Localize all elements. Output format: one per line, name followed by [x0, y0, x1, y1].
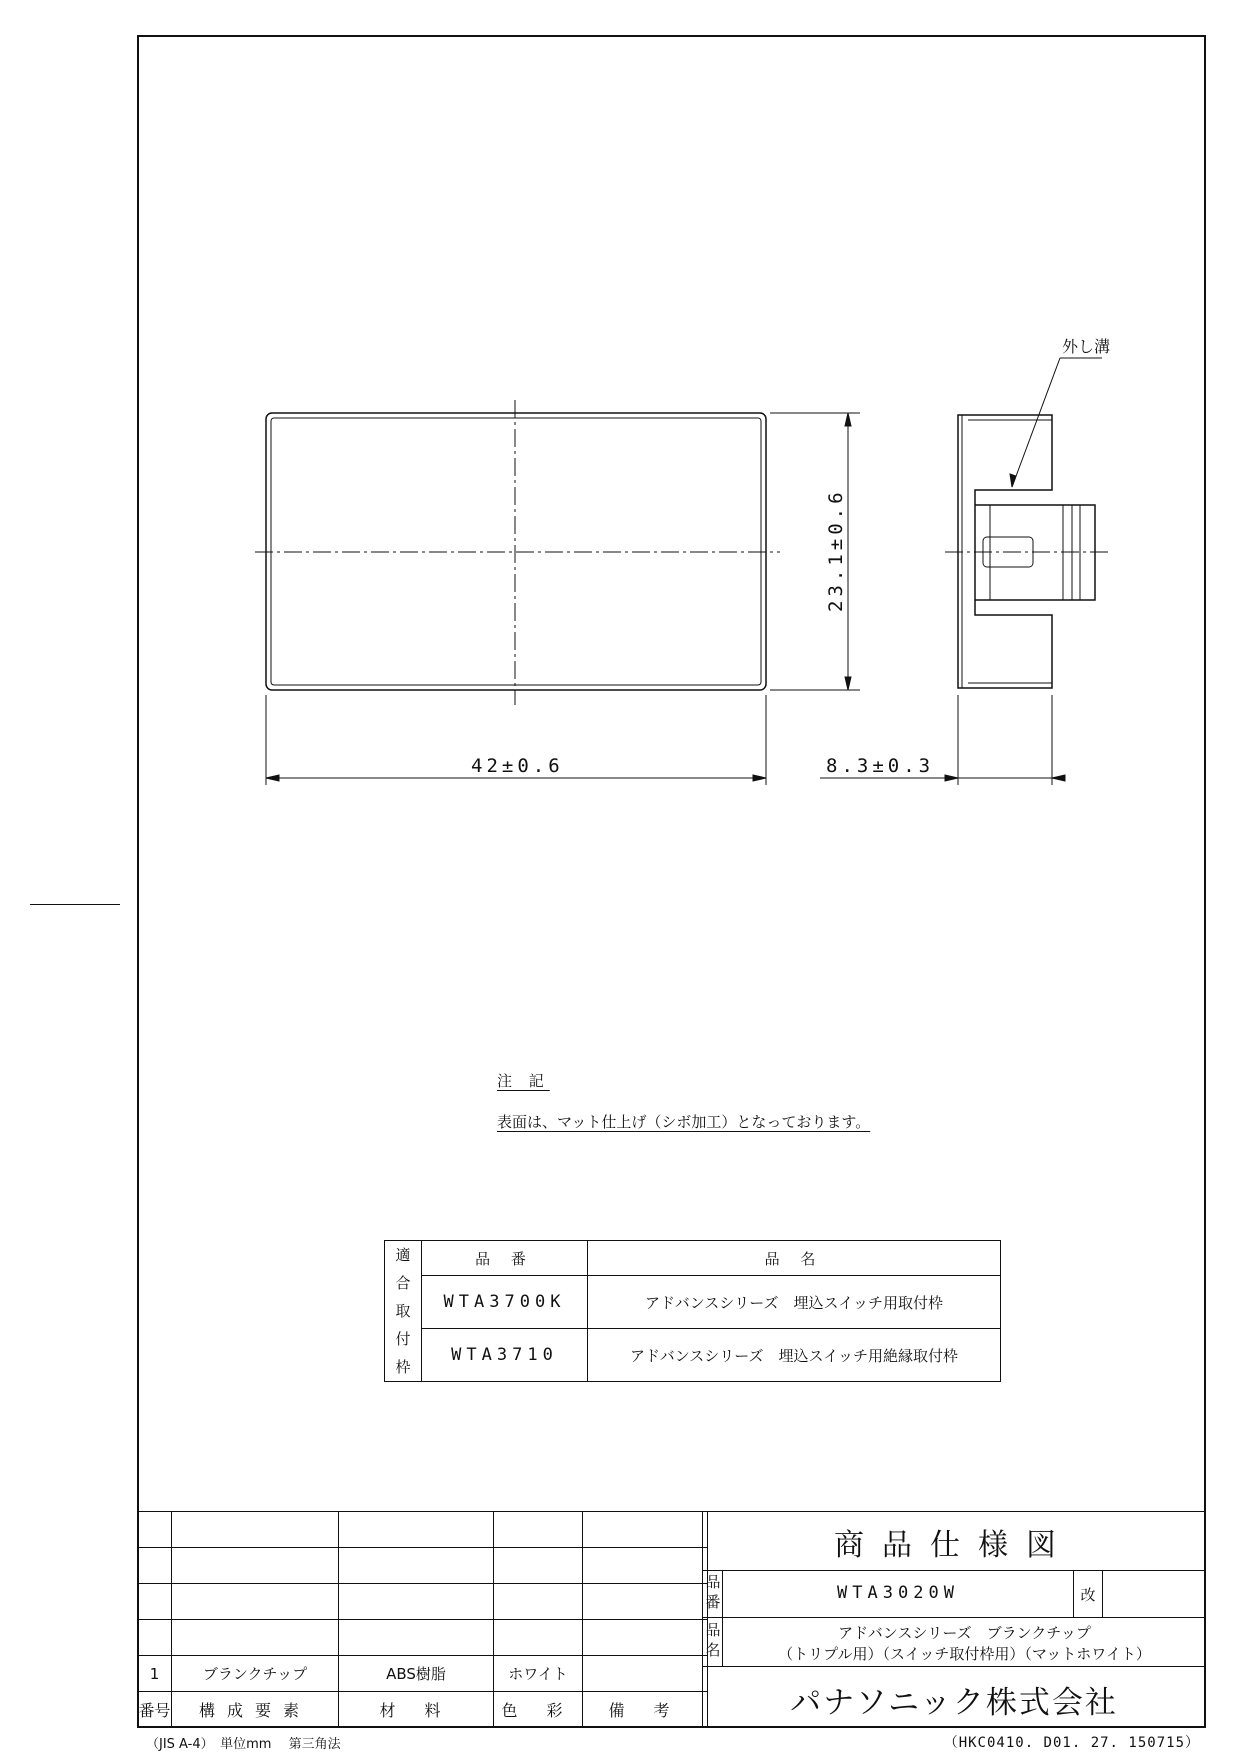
fit-row-name: アドバンスシリーズ 埋込スイッチ用絶縁取付枠 [588, 1329, 1001, 1382]
footer-left: （JIS A-4） 単位mm 第三角法 [146, 1737, 341, 1752]
product-number: WTA3020W [837, 1583, 959, 1603]
header-color: 色 彩 [494, 1692, 583, 1728]
fit-row-code: WTA3710 [422, 1329, 588, 1382]
fit-row-code: WTA3700K [422, 1276, 588, 1329]
dim-depth-text: 8.3±0.3 [826, 755, 935, 777]
callout-label: 外し溝 [1062, 337, 1111, 356]
dim-height-text: 23.1±0.6 [825, 488, 847, 612]
fit-header-name: 品 名 [588, 1241, 1001, 1276]
part-number: 1 [138, 1656, 172, 1692]
part-remarks [583, 1656, 708, 1692]
product-name-line1: アドバンスシリーズ ブランクチップ [838, 1624, 1091, 1642]
product-name-line2: （トリプル用）（スイッチ取付枠用）（マットホワイト） [778, 1645, 1151, 1663]
compatible-frame-table [384, 1240, 1001, 1382]
part-material: ABS樹脂 [339, 1656, 494, 1692]
company-name: パナソニック株式会社 [790, 1685, 1118, 1721]
fit-row-name: アドバンスシリーズ 埋込スイッチ用取付枠 [588, 1276, 1001, 1329]
callout-leader [1012, 358, 1060, 487]
header-number: 番号 [138, 1692, 172, 1728]
footer-right: （HKC0410. D01. 27. 150715） [943, 1735, 1200, 1751]
notes-text: 表面は、マット仕上げ（シボ加工）となっております。 [497, 1113, 871, 1131]
parts-table [137, 1511, 708, 1728]
part-element: ブランクチップ [172, 1656, 339, 1692]
header-remarks: 備 考 [583, 1692, 708, 1728]
notes-title: 注 記 [497, 1072, 550, 1090]
dim-width-text: 42±0.6 [471, 755, 564, 777]
part-color: ホワイト [494, 1656, 583, 1692]
compatible-frame-label: 適 合 取 付 枠 [385, 1241, 422, 1382]
label-product-name: 品名 [705, 1621, 721, 1659]
title-block-title: 商品仕様図 [834, 1528, 1074, 1563]
revision-label: 改 [1080, 1586, 1096, 1604]
header-material: 材 料 [339, 1692, 494, 1728]
fit-header-code: 品 番 [422, 1241, 588, 1276]
label-product-number: 品番 [705, 1573, 721, 1611]
header-element: 構成要素 [172, 1692, 339, 1728]
